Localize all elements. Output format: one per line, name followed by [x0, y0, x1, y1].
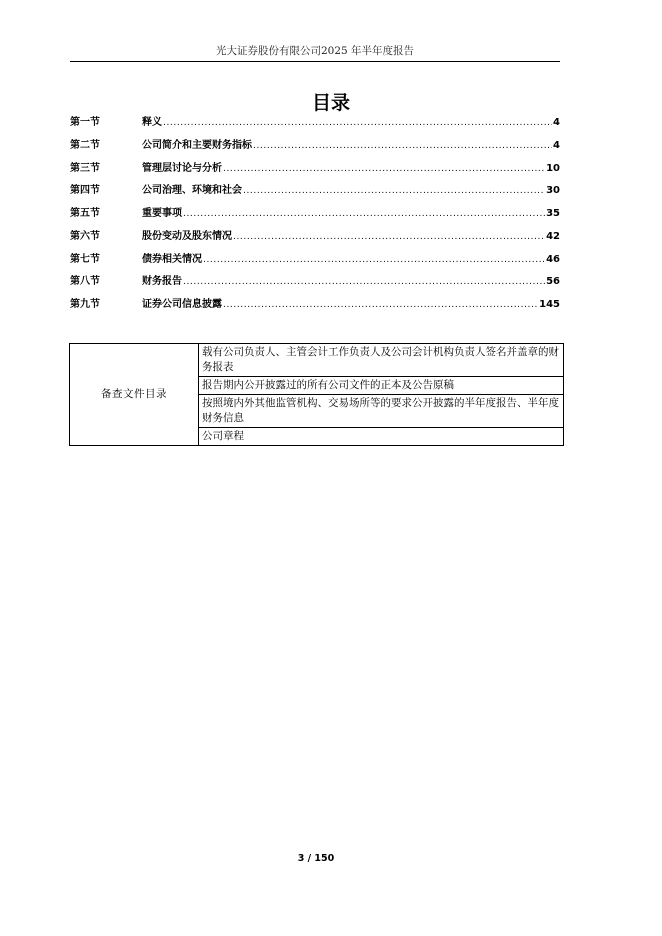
toc-section-title: 公司治理、环境和社会	[142, 185, 242, 197]
toc-page-number: 35	[546, 208, 560, 219]
reference-document-item: 公司章程	[199, 428, 564, 446]
toc-entry[interactable]	[70, 112, 560, 135]
page-header: 光大证券股份有限公司2025 年半年度报告	[215, 45, 415, 57]
toc-section-title: 重要事项	[142, 208, 182, 219]
toc-page-number: 46	[546, 253, 560, 265]
toc-section-number: 第四节	[70, 185, 100, 197]
toc-dot-leader	[203, 249, 545, 272]
toc-entry[interactable]	[70, 135, 560, 158]
table-of-contents	[70, 112, 560, 317]
toc-section-title: 股份变动及股东情况	[142, 230, 232, 242]
toc-dot-leader	[253, 135, 552, 158]
toc-section-title: 债券相关情况	[142, 253, 202, 265]
toc-section-title: 公司简介和主要财务指标	[142, 139, 252, 151]
toc-dot-leader	[223, 158, 545, 181]
toc-page-number: 4	[553, 117, 560, 128]
toc-entry[interactable]	[70, 271, 560, 294]
toc-dot-leader	[233, 226, 545, 249]
toc-section-number: 第二节	[70, 139, 100, 151]
toc-dot-leader	[223, 294, 538, 317]
table-row	[70, 344, 564, 377]
toc-entry[interactable]	[70, 203, 560, 226]
toc-section-number: 第八节	[70, 276, 100, 288]
reference-document-item: 按照境内外其他监管机构、交易场所等的要求公开披露的半年度报告、半年度财务信息	[199, 395, 564, 428]
toc-page-number: 42	[546, 230, 560, 242]
reference-document-item: 报告期内公开披露过的所有公司文件的正本及公告原稿	[199, 377, 564, 395]
toc-entry[interactable]	[70, 226, 560, 249]
toc-section-number: 第七节	[70, 253, 100, 265]
toc-section-number: 第六节	[70, 230, 100, 242]
toc-page-number: 4	[553, 139, 560, 151]
toc-dot-leader	[163, 112, 552, 135]
toc-dot-leader	[183, 271, 545, 294]
toc-section-title: 财务报告	[142, 276, 182, 288]
toc-section-number: 第三节	[70, 162, 100, 174]
toc-page-number: 30	[546, 185, 560, 197]
page-number: 3 / 150	[297, 853, 335, 864]
toc-page-number: 56	[546, 276, 560, 288]
toc-section-number: 第九节	[70, 299, 100, 310]
toc-title: 目录	[311, 92, 350, 114]
toc-page-number: 145	[539, 299, 560, 310]
toc-entry[interactable]	[70, 158, 560, 181]
toc-entry[interactable]	[70, 180, 560, 203]
toc-section-title: 证券公司信息披露	[142, 299, 222, 310]
toc-page-number: 10	[546, 162, 560, 174]
toc-dot-leader	[183, 203, 545, 226]
reference-document-item: 载有公司负责人、主管会计工作负责人及公司会计机构负责人签名并盖章的财务报表	[199, 344, 564, 377]
toc-dot-leader	[243, 180, 545, 203]
toc-entry[interactable]	[70, 249, 560, 272]
toc-section-title: 管理层讨论与分析	[142, 162, 222, 174]
reference-documents-label: 备查文件目录	[70, 344, 199, 446]
toc-section-number: 第五节	[70, 208, 100, 219]
toc-section-number: 第一节	[70, 117, 100, 128]
header-rule	[70, 61, 560, 62]
toc-entry[interactable]	[70, 294, 560, 317]
reference-documents-table	[69, 343, 564, 446]
toc-section-title: 释义	[142, 117, 162, 128]
